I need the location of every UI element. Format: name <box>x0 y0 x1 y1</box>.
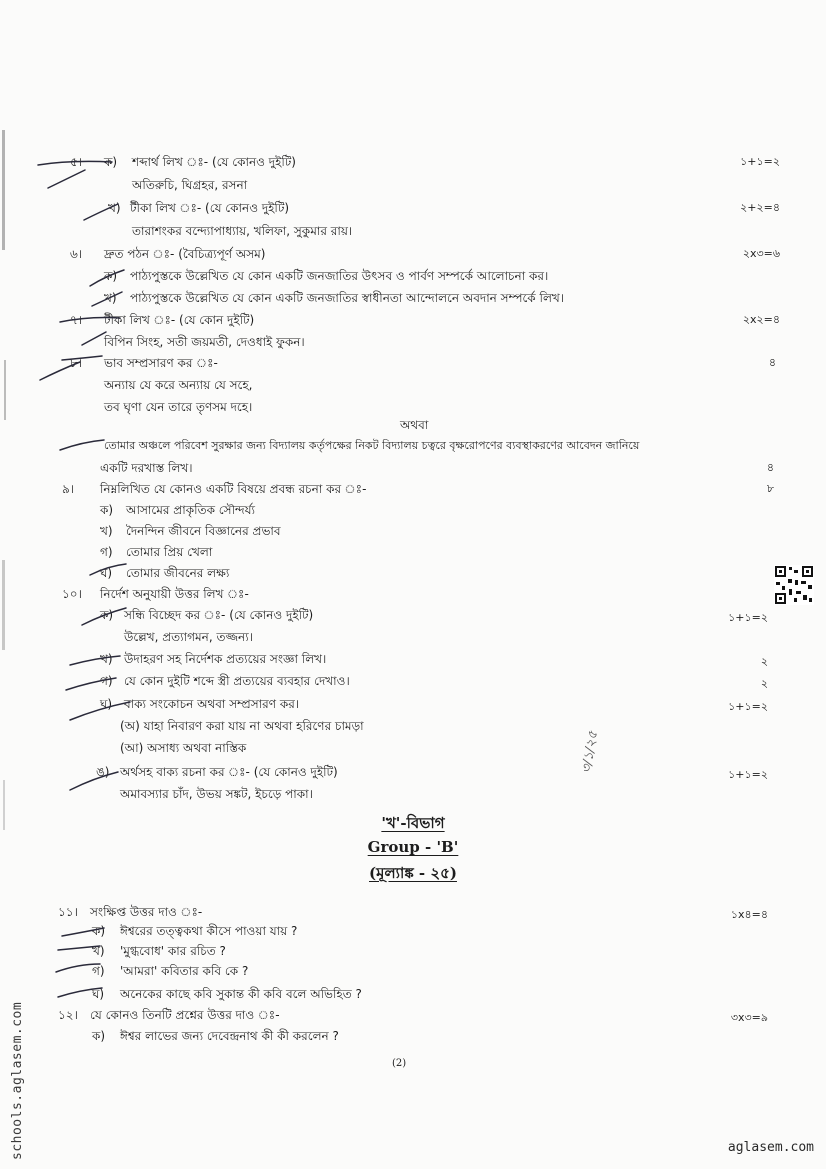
question-number: ৫। <box>70 155 83 169</box>
question-text: সংক্ষিপ্ত উত্তর দাও ঃ- <box>90 905 203 919</box>
tick-mark <box>70 702 130 720</box>
tick-mark <box>90 270 124 286</box>
question-text: দ্রুত পঠন ঃ- (বৈচিত্র্যপূর্ণ অসম) <box>104 247 266 261</box>
item-label: গ) <box>100 674 113 688</box>
marks: ২ <box>760 677 768 690</box>
question-number: ১০। <box>62 587 82 601</box>
marks: ৪ <box>768 356 776 369</box>
question-text: অমাবস্যার চাঁদ, উভয় সঙ্কট, ইচড়ে পাকা। <box>120 787 313 801</box>
tick-mark <box>82 332 106 345</box>
item-label: খ) <box>92 944 105 958</box>
item-label: খ) <box>100 652 113 666</box>
page-number: (2) <box>392 1058 407 1069</box>
marks: ১+১=২ <box>728 611 768 624</box>
question-text: তোমার অঞ্চলে পরিবেশ সুরক্ষার জন্য বিদ্যালয় কর্তৃপক্ষের নিকট বিদ্যালয় চত্বরে বৃক্ষরোপণের ব্যবস্থাকরণের আবেদন জানিয়ে <box>104 439 640 452</box>
tick-mark <box>62 356 102 360</box>
marks: ২x৩=৬ <box>742 247 780 260</box>
question-text: (আ) অসাধ্য অথবা নাস্তিক <box>120 741 247 755</box>
group-heading: Group - 'B' <box>367 838 459 856</box>
question-text: অন্যায় যে করে অন্যায় যে সহে, <box>104 378 253 392</box>
question-text: যে কোন দুইটি শব্দে স্ত্রী প্রত্যয়ের ব্যবহার দেখাও। <box>124 674 350 688</box>
marks: ২x২=৪ <box>742 313 780 326</box>
tick-mark <box>56 964 100 972</box>
question-text: অনেকের কাছে কবি সুকান্ত কী কবি বলে অভিহিত ? <box>120 987 362 1001</box>
question-number: ৮। <box>70 356 83 370</box>
item-label: ক) <box>92 924 106 938</box>
tick-mark <box>90 564 126 575</box>
tick-mark <box>62 928 104 936</box>
question-text: 'মুগ্ধবোধ' কার রচিত ? <box>120 944 226 958</box>
item-label: ঙ) <box>96 765 110 779</box>
question-text: (অ) যাহা নিবারণ করা যায় না অথবা হরিণের চামড়া <box>120 719 364 733</box>
question-text: ভাব সম্প্রসারণ কর ঃ- <box>104 356 218 370</box>
marks: ৮ <box>766 482 774 495</box>
question-text: পাঠ্যপুস্তকে উল্লেখিত যে কোন একটি জনজাতির স্বাধীনতা আন্দোলনে অবদান সম্পর্কে লিখ। <box>130 291 565 305</box>
question-text: পাঠ্যপুস্তকে উল্লেখিত যে কোন একটি জনজাতির উৎসব ও পার্বণ সম্পর্কে আলোচনা কর। <box>130 269 549 283</box>
question-number: ৬। <box>70 247 83 261</box>
question-text: উল্লেখ, প্রত্যাগমন, তজ্জন্য। <box>124 630 253 644</box>
question-text: নির্দেশ অনুযায়ী উত্তর লিখ ঃ- <box>100 587 249 601</box>
question-text: ঈশ্বরের তত্ত্বকথা কীসে পাওয়া যায় ? <box>120 924 298 938</box>
question-text: যে কোনও তিনটি প্রশ্নের উত্তর দাও ঃ- <box>90 1008 280 1022</box>
tick-mark <box>60 318 120 323</box>
item-label: ক) <box>100 503 114 517</box>
marks: ১+১=২ <box>728 700 768 713</box>
question-number: ৭। <box>70 313 83 327</box>
question-text: উদাহরণ সহ নির্দেশক প্রত্যয়ের সংজ্ঞা লিখ। <box>124 652 327 666</box>
item-label: ঘ) <box>100 566 113 580</box>
marks: ৪ <box>766 461 774 474</box>
question-text: অর্থসহ বাক্য রচনা কর ঃ- (যে কোনও দুইটি) <box>120 765 338 779</box>
tick-mark <box>70 656 120 665</box>
item-label: গ) <box>92 964 105 978</box>
tick-mark <box>70 772 118 790</box>
watermark-side: schools.aglasem.com <box>10 1001 25 1160</box>
item-label: ঘ) <box>92 987 105 1001</box>
marks: ৩x৩=৯ <box>730 1011 768 1024</box>
marks: ২+২=৪ <box>740 201 780 214</box>
question-text: সন্ধি বিচ্ছেদ কর ঃ- (যে কোনও দুইটি) <box>124 608 314 622</box>
tick-mark <box>38 161 112 165</box>
question-number: ১১। <box>58 905 78 919</box>
item-label: গ) <box>100 545 113 559</box>
question-text: বাক্য সংকোচন অথবা সম্প্রসারণ কর। <box>124 697 300 711</box>
tick-mark <box>60 440 104 450</box>
watermark-bottom: aglasem.com <box>727 1140 814 1155</box>
tick-mark <box>58 946 100 950</box>
question-text: টীকা লিখ ঃ- (যে কোনও দুইটি) <box>130 201 290 215</box>
or-separator: অথবা <box>400 418 429 432</box>
tick-mark <box>48 170 85 188</box>
tick-mark <box>92 292 122 306</box>
tick-mark <box>82 608 126 625</box>
question-text: তোমার জীবনের লক্ষ্য <box>126 566 230 580</box>
item-label: ক) <box>104 155 118 169</box>
question-text: শব্দার্থ লিখ ঃ- (যে কোনও দুইটি) <box>132 155 296 169</box>
question-text: তারাশংকর বন্দ্যোপাধ্যায়, খলিফা, সুকুমার রায়। <box>132 224 353 238</box>
tick-mark <box>40 362 80 380</box>
question-text: নিম্নলিখিত যে কোনও একটি বিষয়ে প্রবন্ধ রচনা কর ঃ- <box>100 482 367 496</box>
item-label: ক) <box>92 1029 106 1043</box>
question-text: একটি দরখাস্ত লিখ। <box>100 461 193 475</box>
marks: ১x৪=৪ <box>730 908 768 921</box>
item-label: খ) <box>104 291 117 305</box>
item-label: ক) <box>100 608 114 622</box>
question-text: আসামের প্রাকৃতিক সৌন্দর্য্য <box>126 503 256 517</box>
question-text: 'আমরা' কবিতার কবি কে ? <box>120 964 249 978</box>
tick-mark <box>84 204 118 220</box>
section-heading: 'খ'-বিভাগ <box>381 814 445 832</box>
question-text: বিপিন সিংহ, সতী জয়মতী, দেওধাই ফুকন। <box>104 335 305 349</box>
item-label: ক) <box>104 269 118 283</box>
question-text: টীকা লিখ ঃ- (যে কোন দুইটি) <box>104 313 255 327</box>
marks: ১+১=২ <box>740 155 780 168</box>
item-label: খ) <box>100 524 113 538</box>
item-label: ঘ) <box>100 697 113 711</box>
question-number: ১২। <box>58 1008 78 1022</box>
marks: ২ <box>760 655 768 668</box>
question-text: তোমার প্রিয় খেলা <box>126 545 213 559</box>
section-marks: (মূল্যাঙ্ক - ২৫) <box>369 864 457 882</box>
question-text: তব ঘৃণা যেন তারে তৃণসম দহে। <box>104 400 253 414</box>
question-text: দৈনন্দিন জীবনে বিজ্ঞানের প্রভাব <box>126 524 281 538</box>
tick-mark <box>58 988 102 997</box>
tick-mark <box>66 678 116 690</box>
marks: ১+১=২ <box>728 768 768 781</box>
question-number: ৯। <box>62 482 75 496</box>
handwritten-date-note: ৩/১/২৫ <box>579 729 602 775</box>
question-text: ঈশ্বর লাভের জন্য দেবেন্দ্রনাথ কী কী করলেন ? <box>120 1029 339 1043</box>
question-text: অতিরুচি, ঘিগ্রহর, রসনা <box>132 178 248 192</box>
item-label: খ) <box>108 201 121 215</box>
